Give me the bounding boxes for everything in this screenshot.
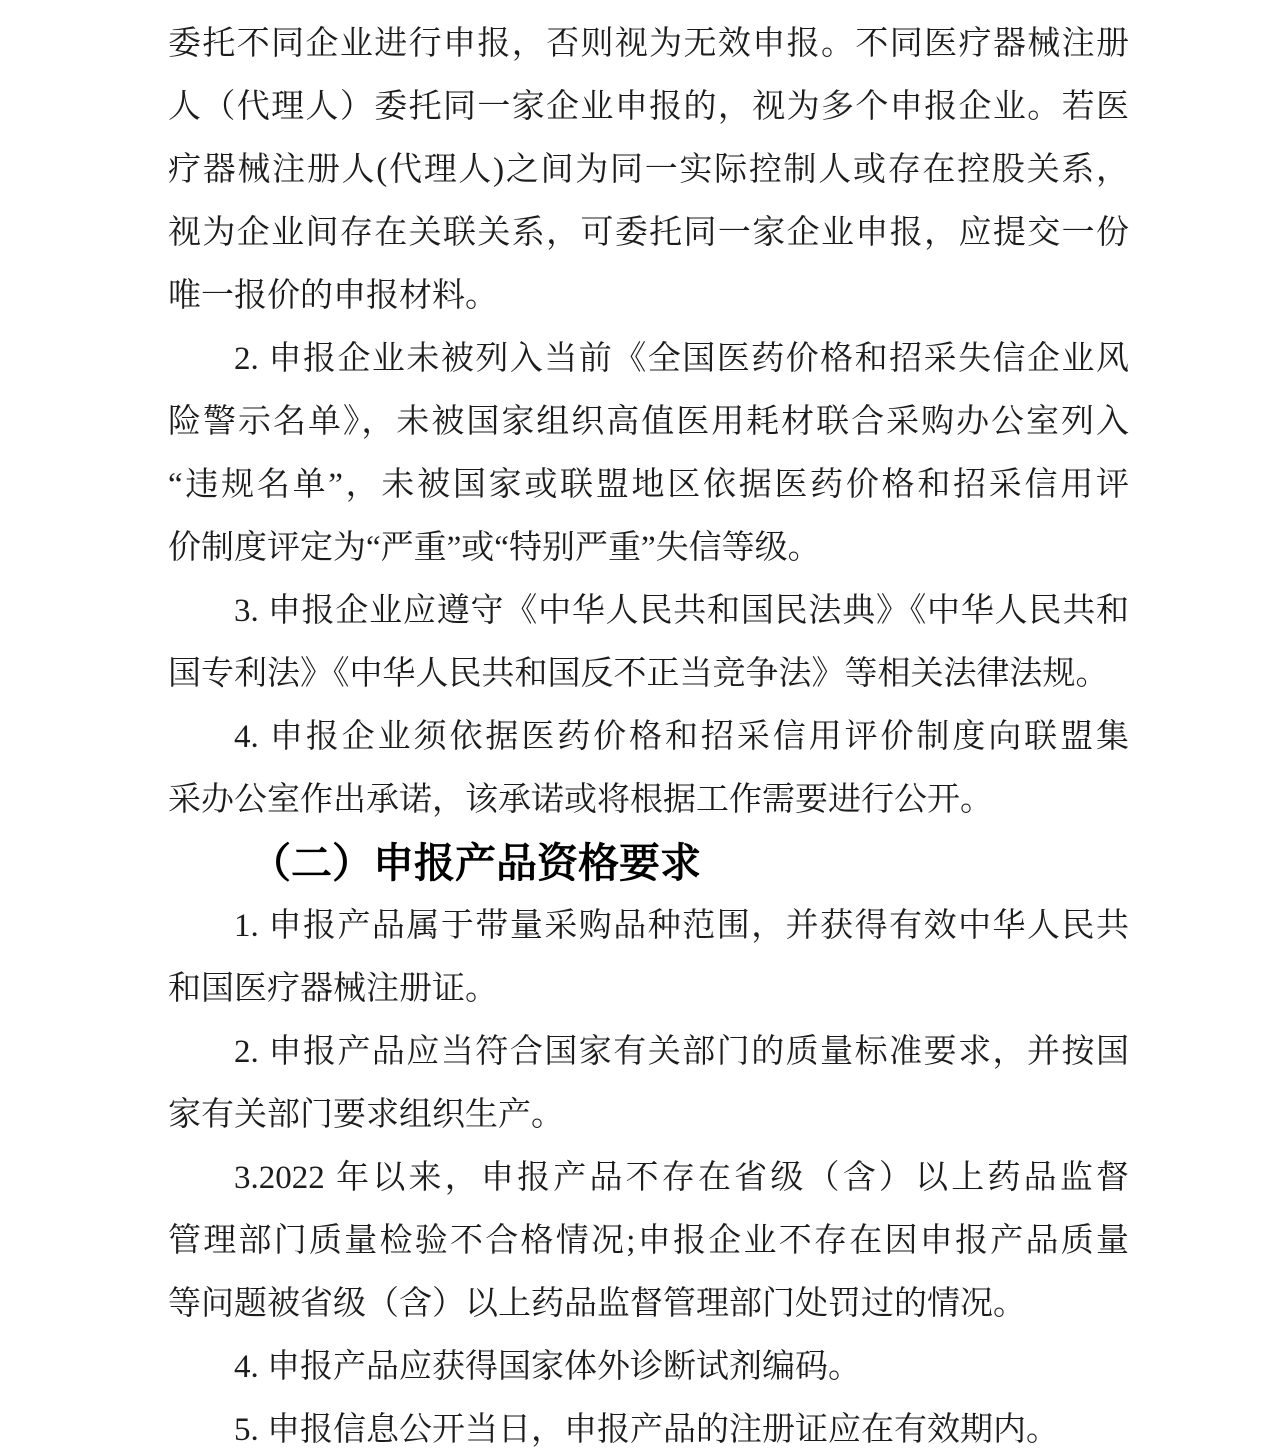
numbered-item-3-line: 3.2022 年以来，申报产品不存在省级（含）以上药品监督 [234, 1160, 1129, 1196]
paragraph-end-line: 采办公室作出承诺，该承诺或将根据工作需要进行公开。 [168, 782, 993, 818]
paragraph-end-line: 和国医疗器械注册证。 [168, 971, 498, 1007]
section-heading: （二）申报产品资格要求 [250, 840, 701, 886]
paragraph-end-line: 国专利法》《中华人民共和国反不正当竞争法》等相关法律法规。 [168, 656, 1109, 692]
paragraph-end-line: 价制度评定为“严重”或“特别严重”失信等级。 [168, 530, 821, 566]
numbered-item-3-line: 3. 申报企业应遵守《中华人民共和国民法典》《中华人民共和 [234, 593, 1129, 629]
paragraph-continuation-line: 疗器械注册人(代理人)之间为同一实际控制人或存在控股关系， [168, 152, 1129, 188]
paragraph-continuation-line: “违规名单”，未被国家或联盟地区依据医药价格和招采信用评 [168, 467, 1129, 503]
paragraph-end-line: 家有关部门要求组织生产。 [168, 1097, 564, 1133]
numbered-item-1-line: 1. 申报产品属于带量采购品种范围，并获得有效中华人民共 [234, 908, 1129, 944]
paragraph-end-line: 唯一报价的申报材料。 [168, 278, 498, 314]
paragraph-continuation-line: 视为企业间存在关联关系，可委托同一家企业申报，应提交一份 [168, 215, 1129, 251]
paragraph-continuation-line: 管理部门质量检验不合格情况;申报企业不存在因申报产品质量 [168, 1223, 1129, 1259]
paragraph-continuation-line: 人（代理人）委托同一家企业申报的，视为多个申报企业。若医 [168, 89, 1129, 125]
numbered-item-2-line: 2. 申报企业未被列入当前《全国医药价格和招采失信企业风 [234, 341, 1129, 377]
paragraph-continuation-line: 险警示名单》，未被国家组织高值医用耗材联合采购办公室列入 [168, 404, 1129, 440]
paragraph-continuation-line: 委托不同企业进行申报，否则视为无效申报。不同医疗器械注册 [168, 26, 1129, 62]
numbered-item-5-line: 5. 申报信息公开当日，申报产品的注册证应在有效期内。 [234, 1412, 1059, 1448]
paragraph-end-line: 等问题被省级（含）以上药品监督管理部门处罚过的情况。 [168, 1286, 1026, 1322]
numbered-item-2-line: 2. 申报产品应当符合国家有关部门的质量标准要求，并按国 [234, 1034, 1129, 1070]
numbered-item-4-line: 4. 申报产品应获得国家体外诊断试剂编码。 [234, 1349, 861, 1385]
numbered-item-4-line: 4. 申报企业须依据医药价格和招采信用评价制度向联盟集 [234, 719, 1129, 755]
